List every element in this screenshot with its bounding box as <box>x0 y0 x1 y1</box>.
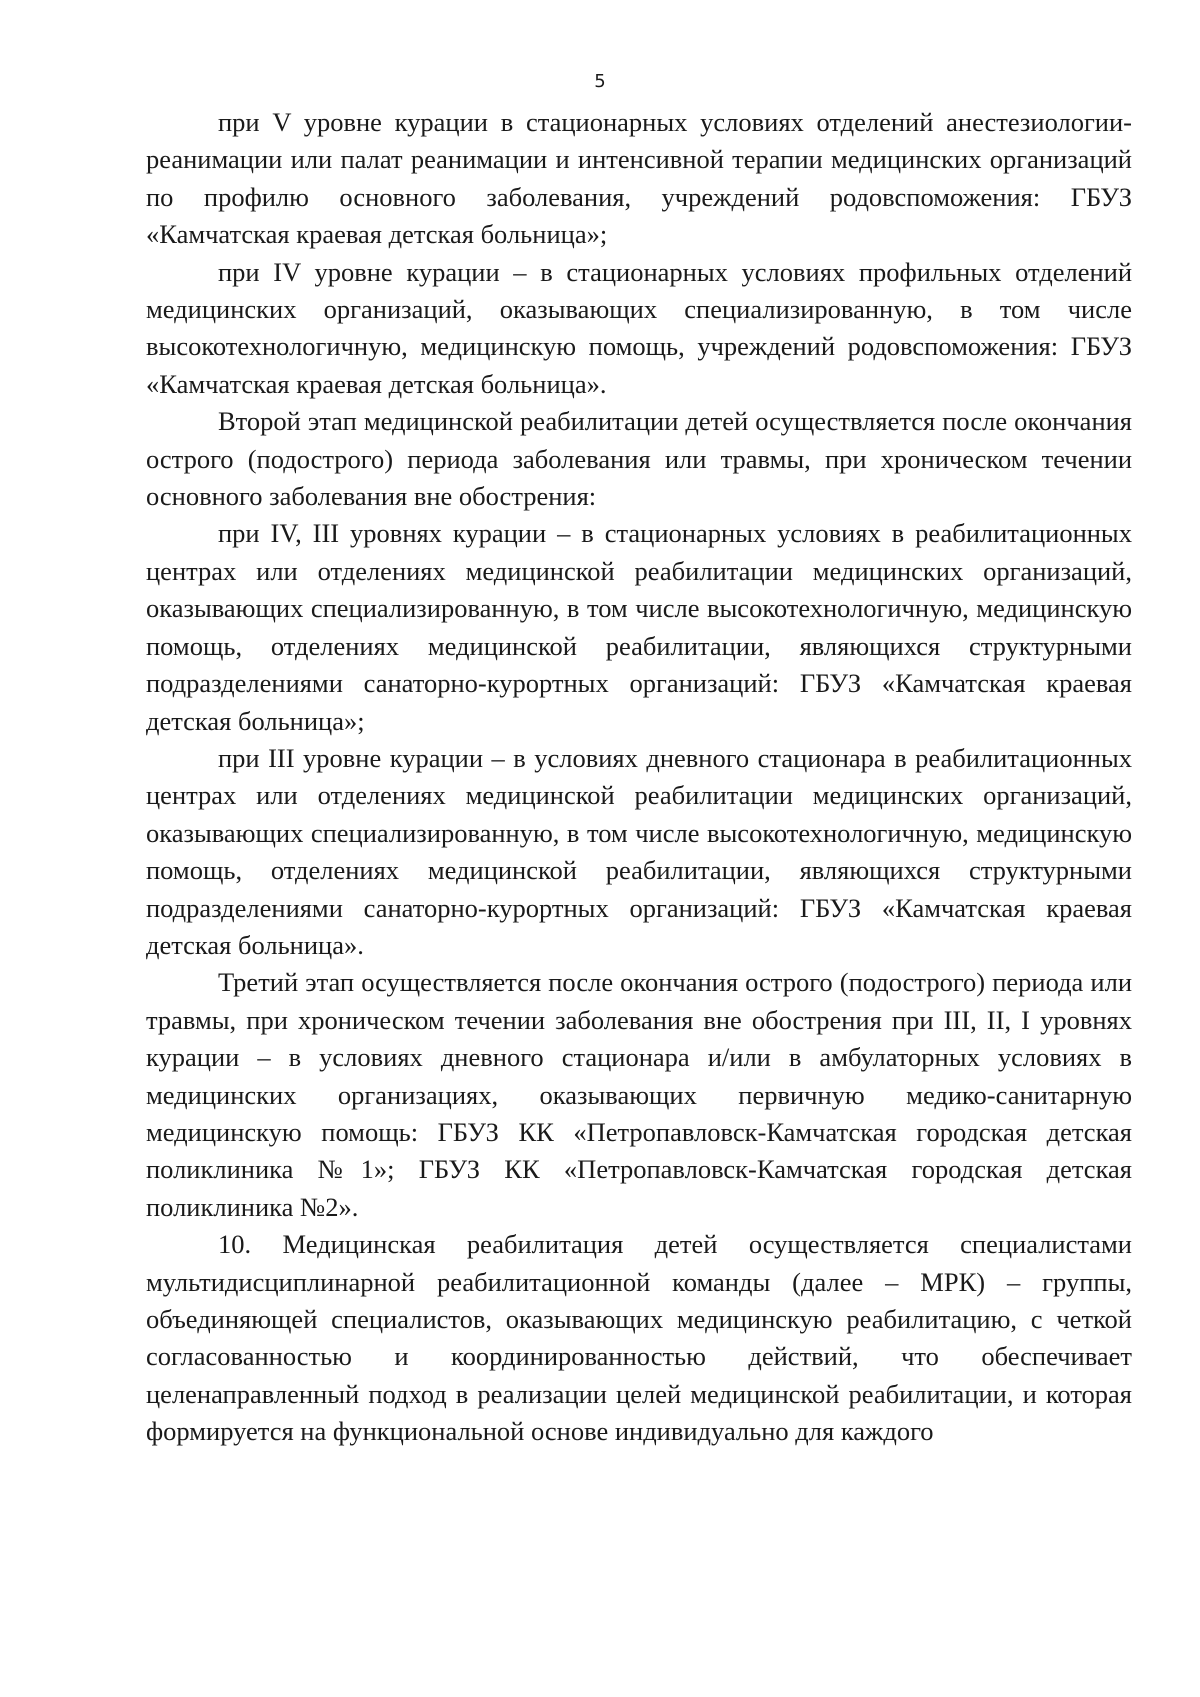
paragraph-level-3-curation: при III уровне курации – в условиях дневного стационара в реабилитационных центрах или отделениях медицинской реабилитации медицинских организаций, оказывающих специализированную, в том числе высокотехнологичную, медицинскую помощь, отделениях медицинской реабилитации, являющихся структурными подразделениями санаторно-курортных организаций: ГБУЗ «Камчатская краевая детская больница». <box>146 742 1132 960</box>
paragraph-level-4-curation: при IV уровне курации – в стационарных условиях профильных отделений медицинских организаций, оказывающих специализированную, в том числе высокотехнологичную, медицинскую помощь, учреждений родовспоможения: ГБУЗ «Камчатская краевая детская больница». <box>146 256 1132 399</box>
paragraph-third-stage: Третий этап осуществляется после окончания острого (подострого) периода или травмы, при хроническом течении заболевания вне обострения при III, II, I уровнях курации – в условиях дневного стационара и/или в амбулаторных условиях в медицинских организациях, оказывающих первичную медико-санитарную медицинскую помощь: ГБУЗ КК «Петропавловск-Камчатская городская детская поликлиника №1»; ГБУЗ КК «Петропавловск-Камчатская городская детская поликлиника №2». <box>146 967 1132 1222</box>
paragraph-second-stage: Второй этап медицинской реабилитации детей осуществляется после окончания острого (подострого) периода заболевания или травмы, при хроническом течении основного заболевания вне обострения: <box>146 406 1132 512</box>
paragraph-level-5-curation: при V уровне курации в стационарных условиях отделений анестезиологии-реанимации или палат реанимации и интенсивной терапии медицинских организаций по профилю основного заболевания, учреждений родовспоможения: ГБУЗ «Камчатская краевая детская больница»; <box>146 107 1132 250</box>
page-number: 5 <box>594 71 606 92</box>
paragraph-item-10: 10. Медицинская реабилитация детей осуществляется специалистами мультидисциплинарной реабилитационной команды (далее – МРК) – группы, объединяющей специалистов, оказывающих медицинскую реабилитацию, с четкой согласованностью и координированностью действий, что обеспечивает целенаправленный подход в реализации целей медицинской реабилитации, и которая формируется на функциональной основе индивидуально для каждого <box>146 1229 1132 1447</box>
document-body <box>146 104 1132 1451</box>
paragraph-levels-4-3-curation: при IV, III уровнях курации – в стационарных условиях в реабилитационных центрах или отделениях медицинской реабилитации медицинских организаций, оказывающих специализированную, в том числе высокотехнологичную, медицинскую помощь, отделениях медицинской реабилитации, являющихся структурными подразделениями санаторно-курортных организаций: ГБУЗ «Камчатская краевая детская больница»; <box>146 518 1132 736</box>
